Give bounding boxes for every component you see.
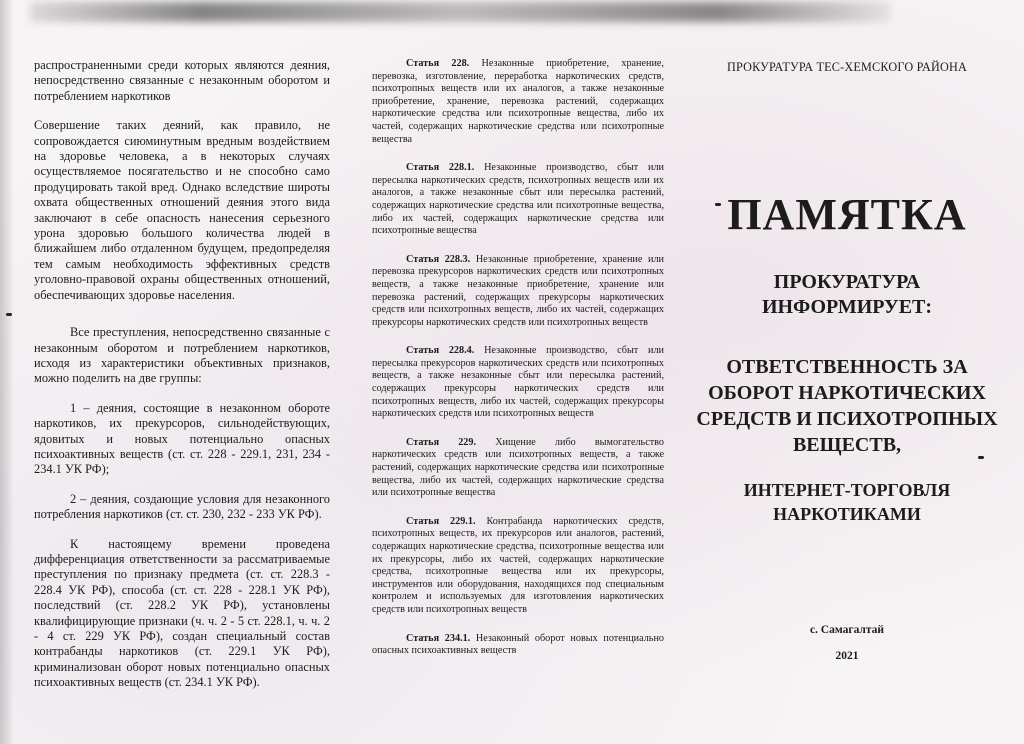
middle-column — [372, 58, 664, 674]
scan-edge-shadow — [0, 0, 14, 744]
leaflet-title: ПАМЯТКА — [727, 190, 967, 239]
article-228 — [372, 58, 664, 146]
article-text: Незаконные приобретение, хранение или перевозка прекурсоров наркотических средств или психотропных веществ, а также незаконные приобретение, хранение или перевозка растений, содержащих прекурсоры наркотических средств или психотропных веществ, либо их частей, содержащих прекурсоры наркотических средств или психотропных веществ — [372, 253, 664, 328]
place-name: с. Самагалтай — [809, 624, 885, 636]
article-text: Контрабанда наркотических средств, психотропных веществ, их прекурсоров или аналогов, растений, содержащих наркотические средства, психотропные вещества или их прекурсоры, либо их частей, содержащих наркотические средства, психотропные вещества или их прекурсоры, инструментов или оборудования, находящихся под специальным контролем и используемых для изготовления наркотических средств или психотропных веществ — [372, 515, 664, 615]
prosecutor-office-header: ПРОКУРАТУРА ТЕС-ХЕМСКОГО РАЙОНА — [726, 60, 968, 74]
article-228-1 — [372, 162, 664, 238]
cover-column — [690, 58, 1004, 662]
left-paragraph-5: 2 – деяния, создающие условия для незаконного потребления наркотиков (ст. ст. 230, 232 - 233 УК РФ). — [34, 491, 330, 522]
article-234-1 — [372, 633, 664, 658]
article-label: Статья 229.1. — [406, 515, 476, 527]
article-228-3 — [372, 254, 664, 330]
article-text: Незаконные приобретение, хранение, перевозка, изготовление, переработка наркотических средств, психотропных веществ или их аналогов, а также незаконные приобретение, хранение, перевозка растений, содержащих наркотические средства или психотропные вещества, либо их частей, содержащих наркотические средства или психотропные вещества — [372, 58, 665, 145]
article-229 — [372, 437, 664, 500]
responsibility-subtitle: ОТВЕТСТВЕННОСТЬ ЗА ОБОРОТ НАРКОТИЧЕСКИХ СРЕДСТВ И ПСИХОТРОПНЫХ ВЕЩЕСТВ, — [696, 356, 998, 456]
article-text: Незаконные производство, сбыт или пересылка прекурсоров наркотических средств или психотропных веществ, а также незаконные сбыт или пересылка растений, содержащих прекурсоры наркотических средств или психотропных веществ, либо их частей, содержащих прекурсоры наркотических средств или психотропных веществ — [372, 345, 664, 420]
informs-subtitle: ПРОКУРАТУРА ИНФОРМИРУЕТ: — [761, 271, 933, 318]
article-label: Статья 228.4. — [406, 345, 475, 357]
scan-smudge — [30, 2, 890, 22]
article-label: Статья 229. — [406, 436, 477, 448]
left-paragraph-6: К настоящему времени проведена дифференциация ответственности за рассматриваемые преступления по признаку предмета (ст. ст. 228.3 - 228.4 УК РФ), способа (ст. ст. 228 - 228.1 УК РФ), последствий (ст. 228.2 УК РФ), установлены квалифицирующие признаки (ч. ч. 2 - 5 ст. 228.1, ч. ч. 2 - 4 ст. 229 УК РФ), создан специальный состав контрабанды наркотиков (ст. 229.1 УК РФ), криминализован оборот новых потенциально опасных психоактивных веществ (ст. 234.1 УК РФ). — [34, 536, 330, 690]
article-label: Статья 228.1. — [406, 162, 475, 174]
article-228-4 — [372, 345, 664, 421]
article-229-1 — [372, 516, 664, 617]
publication-year: 2021 — [835, 650, 859, 662]
article-label: Статья 228. — [406, 58, 470, 69]
article-label: Статья 228.3. — [406, 253, 471, 265]
article-text: Незаконные производство, сбыт или пересылка наркотических средств, психотропных веществ или их аналогов, а также незаконные сбыт или пересылка растений, содержащих наркотические средства или психотропные вещества, либо их частей, содержащих наркотические средства или психотропные вещества — [372, 162, 664, 237]
left-paragraph-1: распространенными среди которых являются деяния, непосредственно связанные с незаконным оборотом и потреблением наркотиков — [34, 58, 330, 103]
internet-trade-subtitle: ИНТЕРНЕТ-ТОРГОВЛЯ НАРКОТИКАМИ — [743, 480, 951, 524]
scan-mark — [6, 313, 12, 316]
left-column — [34, 58, 330, 705]
left-paragraph-3: Все преступления, непосредственно связанные с незаконным оборотом и потреблением наркотиков, исходя из характеристики объективных признаков, можно поделить на две группы: — [34, 325, 330, 386]
article-text: Хищение либо вымогательство наркотических средств или психотропных веществ, а также растений, содержащих наркотические средства или психотропные вещества, либо их частей, содержащих наркотические средства или психотропные вещества — [372, 436, 665, 499]
left-paragraph-4: 1 – деяния, состоящие в незаконном обороте наркотиков, их прекурсоров, сильнодействующих, ядовитых и новых потенциально опасных психоактивных веществ (ст. ст. 228 - 229.1, 231, 234 - 234.1 УК РФ); — [34, 400, 330, 477]
article-label: Статья 234.1. — [406, 632, 471, 644]
article-text: Незаконный оборот новых потенциально опасных психоактивных веществ — [372, 632, 664, 657]
left-paragraph-2: Совершение таких деяний, как правило, не сопровождается сиюминутным вредным воздействием на здоровье человека, а в некоторых случаях осуществляемое посягательство и не способно само продуцировать такой вред. Однако вследствие широты охвата общественных отношений деяния этого вида заключают в себе опасность нанесения серьезного урона здоровью большого количества людей в ближайшем либо отдаленном будущем, предопределяя тем самым необходимость эффективных средств уголовно-правовой охраны общественных отношений, обеспечивающих здоровье населения. — [34, 118, 330, 302]
